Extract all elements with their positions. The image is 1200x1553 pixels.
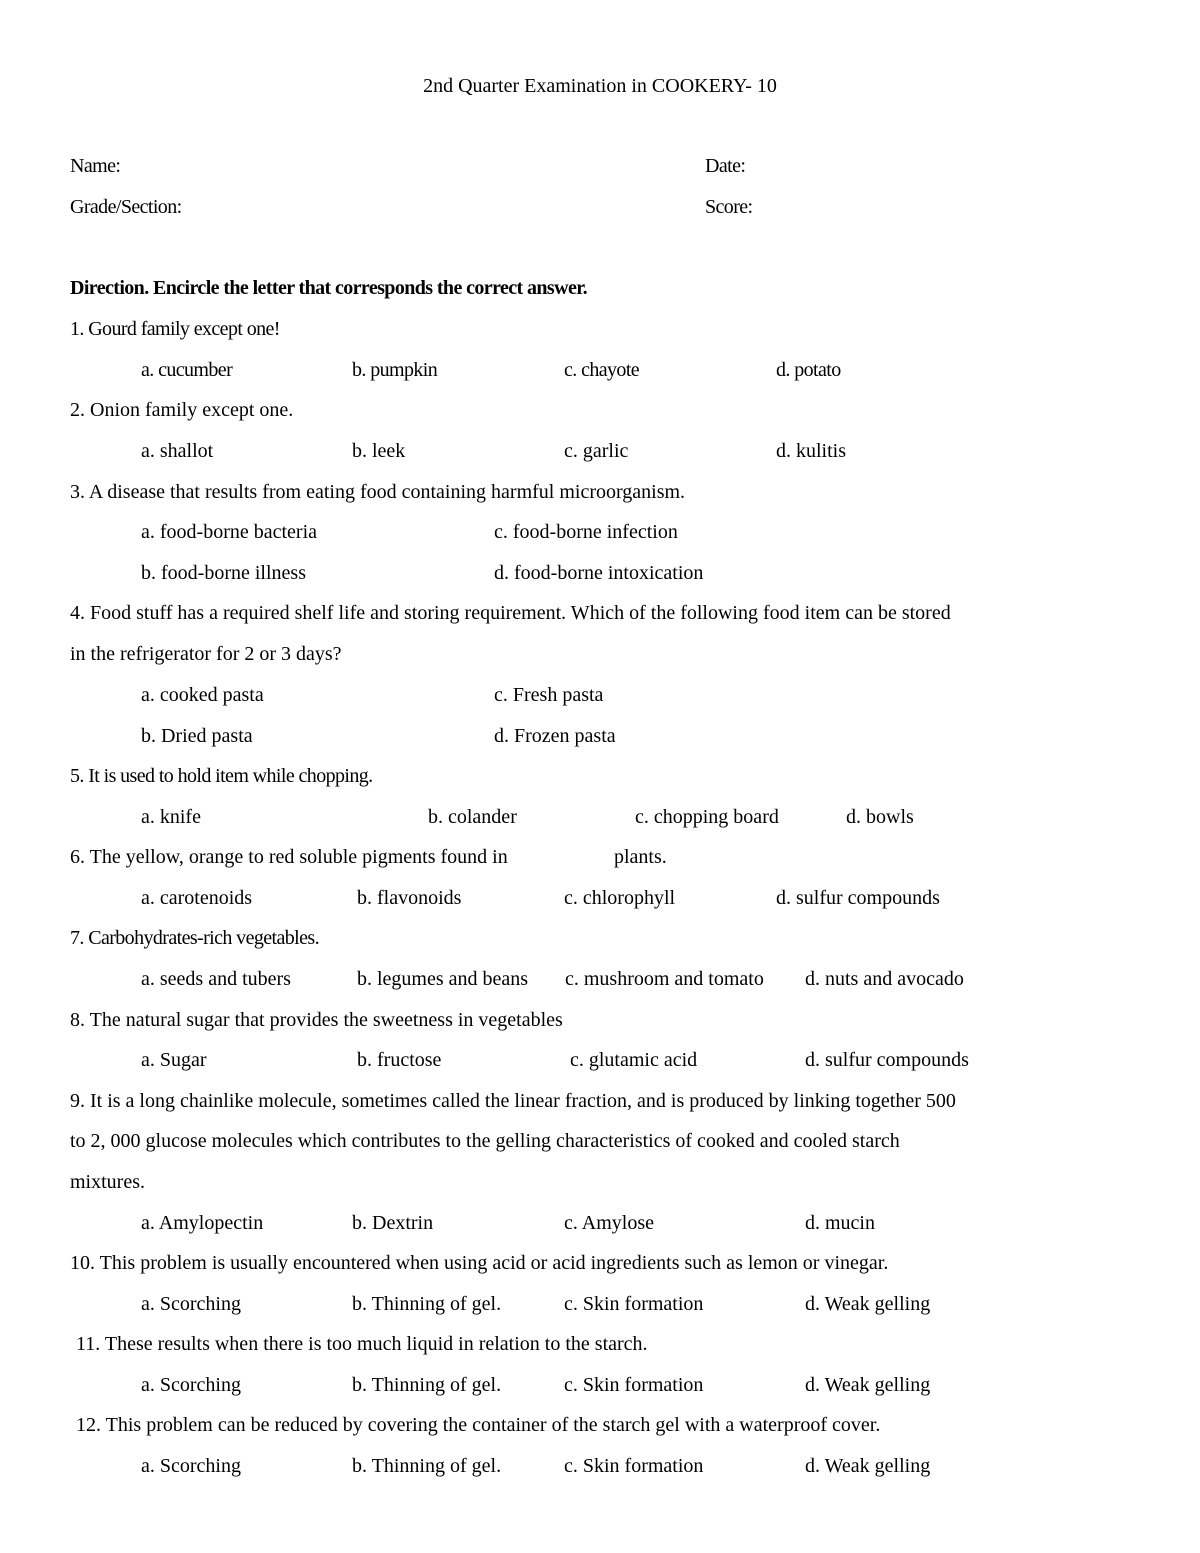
- choice-8a[interactable]: a. Sugar: [141, 1049, 207, 1071]
- choice-8b[interactable]: b. fructose: [357, 1049, 442, 1071]
- question-1: 1. Gourd family except one!: [70, 318, 280, 340]
- choice-11c[interactable]: c. Skin formation: [564, 1374, 704, 1396]
- choice-1c[interactable]: c. chayote: [564, 359, 640, 381]
- choice-5c[interactable]: c. chopping board: [635, 806, 779, 828]
- choice-2c[interactable]: c. garlic: [564, 440, 629, 462]
- choice-2b[interactable]: b. leek: [352, 440, 406, 462]
- question-5: 5. It is used to hold item while chopping.: [70, 765, 373, 787]
- choice-10c[interactable]: c. Skin formation: [564, 1293, 704, 1315]
- question-7: 7. Carbohydrates-rich vegetables.: [70, 927, 319, 949]
- choice-5a[interactable]: a. knife: [141, 806, 201, 828]
- choice-7d[interactable]: d. nuts and avocado: [805, 968, 964, 990]
- choice-12b[interactable]: b. Thinning of gel.: [352, 1455, 502, 1477]
- choice-1a[interactable]: a. cucumber: [141, 359, 233, 381]
- question-3: 3. A disease that results from eating food containing harmful microorganism.: [70, 481, 686, 503]
- choice-11b[interactable]: b. Thinning of gel.: [352, 1374, 502, 1396]
- choice-3c[interactable]: c. food-borne infection: [494, 521, 678, 543]
- choice-8c[interactable]: c. glutamic acid: [570, 1049, 698, 1071]
- choice-12d[interactable]: d. Weak gelling: [805, 1455, 931, 1477]
- choice-4d[interactable]: d. Frozen pasta: [494, 725, 616, 747]
- choice-3d[interactable]: d. food-borne intoxication: [494, 562, 704, 584]
- choice-9a[interactable]: a. Amylopectin: [141, 1212, 264, 1234]
- grade-section-label: Grade/Section:: [70, 196, 182, 218]
- question-4: 4. Food stuff has a required shelf life and storing requirement. Which of the following food item can be stored: [70, 602, 951, 624]
- choice-9c[interactable]: c. Amylose: [564, 1212, 654, 1234]
- choice-2a[interactable]: a. shallot: [141, 440, 214, 462]
- question-9-continued: to 2, 000 glucose molecules which contributes to the gelling characteristics of cooked and cooled starch: [70, 1130, 900, 1152]
- choice-12c[interactable]: c. Skin formation: [564, 1455, 704, 1477]
- question-9: 9. It is a long chainlike molecule, sometimes called the linear fraction, and is produced by linking together 500: [70, 1090, 956, 1112]
- choice-5d[interactable]: d. bowls: [846, 806, 914, 828]
- choice-6d[interactable]: d. sulfur compounds: [776, 887, 940, 909]
- choice-1d[interactable]: d. potato: [776, 359, 841, 381]
- choice-9d[interactable]: d. mucin: [805, 1212, 875, 1234]
- question-12: 12. This problem can be reduced by covering the container of the starch gel with a waterproof cover.: [76, 1414, 881, 1436]
- choice-12a[interactable]: a. Scorching: [141, 1455, 241, 1477]
- choice-4b[interactable]: b. Dried pasta: [141, 725, 253, 747]
- choice-10a[interactable]: a. Scorching: [141, 1293, 241, 1315]
- choice-4c[interactable]: c. Fresh pasta: [494, 684, 604, 706]
- choice-10b[interactable]: b. Thinning of gel.: [352, 1293, 502, 1315]
- choice-11a[interactable]: a. Scorching: [141, 1374, 241, 1396]
- question-6-tail: plants.: [614, 846, 667, 868]
- choice-7a[interactable]: a. seeds and tubers: [141, 968, 291, 990]
- choice-7b[interactable]: b. legumes and beans: [357, 968, 529, 990]
- choice-9b[interactable]: b. Dextrin: [352, 1212, 434, 1234]
- question-6: 6. The yellow, orange to red soluble pigments found in: [70, 846, 508, 868]
- name-label: Name:: [70, 155, 121, 177]
- choice-10d[interactable]: d. Weak gelling: [805, 1293, 931, 1315]
- question-9-end: mixtures.: [70, 1171, 145, 1193]
- choice-3b[interactable]: b. food-borne illness: [141, 562, 306, 584]
- question-4-continued: in the refrigerator for 2 or 3 days?: [70, 643, 342, 665]
- choice-2d[interactable]: d. kulitis: [776, 440, 847, 462]
- choice-3a[interactable]: a. food-borne bacteria: [141, 521, 318, 543]
- choice-11d[interactable]: d. Weak gelling: [805, 1374, 931, 1396]
- choice-6c[interactable]: c. chlorophyll: [564, 887, 676, 909]
- choice-6a[interactable]: a. carotenoids: [141, 887, 253, 909]
- choice-7c[interactable]: c. mushroom and tomato: [565, 968, 764, 990]
- direction-text: Direction. Encircle the letter that corresponds the correct answer.: [70, 277, 588, 299]
- score-label: Score:: [705, 196, 753, 218]
- choice-1b[interactable]: b. pumpkin: [352, 359, 438, 381]
- question-8: 8. The natural sugar that provides the sweetness in vegetables: [70, 1009, 563, 1031]
- choice-5b[interactable]: b. colander: [428, 806, 517, 828]
- page-title: 2nd Quarter Examination in COOKERY- 10: [423, 75, 777, 97]
- choice-4a[interactable]: a. cooked pasta: [141, 684, 264, 706]
- choice-8d[interactable]: d. sulfur compounds: [805, 1049, 969, 1071]
- date-label: Date:: [705, 155, 746, 177]
- choice-6b[interactable]: b. flavonoids: [357, 887, 462, 909]
- question-2: 2. Onion family except one.: [70, 399, 294, 421]
- question-11: 11. These results when there is too much liquid in relation to the starch.: [76, 1333, 648, 1355]
- question-10: 10. This problem is usually encountered when using acid or acid ingredients such as lemon or vinegar.: [70, 1252, 889, 1274]
